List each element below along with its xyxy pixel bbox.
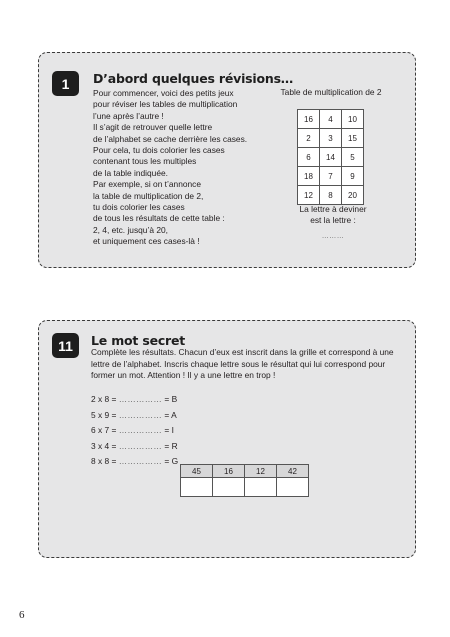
equation-letter: = A [162,409,177,420]
equation-answer-blank[interactable]: …………… [118,440,163,451]
grid-answer-cell[interactable] [213,478,245,497]
instructions-line: former un mot. Attention ! Il y a une lettre en trop ! [91,370,276,380]
activity-title: Le mot secret [91,333,186,348]
grid-cell[interactable]: 12 [298,186,320,205]
guess-line-2: est la lettre : [310,215,356,225]
instructions-line: lettre de l’alphabet. Inscris chaque lettre sous le résultat qui lui correspond pour [91,358,386,369]
grid-header-cell: 42 [277,465,309,478]
equation-answer-blank[interactable]: …………… [118,456,163,466]
grid-header-cell: 12 [245,465,277,478]
instructions-line: Pour commencer, voici des petits jeux [93,88,234,98]
multiplication-grid [297,109,364,205]
instructions-line: pour réviser les tables de multiplication [93,99,238,110]
equation-letter: = G [162,456,179,466]
equation-operands: 6 x 7 = [91,425,119,435]
instructions-line: Par exemple, si on t’annonce [93,179,202,190]
instructions-line: et uniquement ces cases-là ! [93,236,200,247]
grid-row [298,186,364,205]
grid-header-row [181,465,309,478]
equation-row [91,408,178,424]
grid-cell[interactable]: 2 [298,129,320,148]
grid-row [298,129,364,148]
grid-cell[interactable]: 4 [320,110,342,129]
grid-answer-cell[interactable] [277,478,309,497]
instructions-line: de la table indiquée. [93,167,168,178]
activity-number-badge: 11 [52,333,79,358]
instructions-line: de tous les résultats de cette table : [93,213,225,224]
instructions-text [93,88,247,248]
equation-letter: = R [162,440,178,451]
equation-letter: = B [162,394,178,404]
grid-cell[interactable]: 6 [298,148,320,167]
equation-letter: = I [162,425,174,435]
grid-title: Table de multiplication de 2 [280,87,382,97]
activity-card-11 [38,320,416,558]
grid-cell[interactable]: 8 [320,186,342,205]
grid-header-cell: 45 [181,465,213,478]
activity-title: D’abord quelques révisions… [93,71,294,86]
equation-list [91,392,178,470]
instructions-line: tu dois colorier les cases [93,202,185,213]
instructions-line: de l’alphabet se cache derrière les cases. [93,133,248,144]
grid-row [298,110,364,129]
equation-row [91,392,178,408]
grid-cell[interactable]: 15 [342,129,364,148]
equation-operands: 8 x 8 = [91,456,119,466]
grid-row [298,148,364,167]
secret-word-grid [180,464,309,497]
activity-card-1 [38,52,416,268]
instructions-line: la table de multiplication de 2, [93,190,204,201]
equation-row [91,454,178,470]
grid-header-cell: 16 [213,465,245,478]
grid-answer-cell[interactable] [181,478,213,497]
instructions-line: Complète les résultats. Chacun d’eux est inscrit dans la grille et correspond à une [91,347,394,357]
equation-answer-blank[interactable]: …………… [118,425,163,435]
grid-cell[interactable]: 7 [320,167,342,186]
grid-row [298,167,364,186]
equation-row [91,423,178,439]
guess-prompt [279,204,387,242]
instructions-line: Pour cela, tu dois colorier les cases [93,145,225,156]
equation-answer-blank[interactable]: …………… [118,394,163,404]
equation-answer-blank[interactable]: …………… [118,409,163,420]
guess-line-1: La lettre à deviner [299,204,367,214]
equation-operands: 2 x 8 = [91,394,119,404]
grid-cell[interactable]: 5 [342,148,364,167]
grid-cell[interactable]: 14 [320,148,342,167]
equation-operands: 3 x 4 = [91,440,119,451]
guess-answer-blank[interactable]: ……… [321,233,345,240]
equation-row [91,439,178,455]
grid-answer-row [181,478,309,497]
grid-cell[interactable]: 3 [320,129,342,148]
page-number: 6 [19,609,25,621]
grid-cell[interactable]: 9 [342,167,364,186]
instructions-text [91,347,403,382]
activity-number-badge: 1 [52,71,79,96]
grid-answer-cell[interactable] [245,478,277,497]
grid-cell[interactable]: 10 [342,110,364,129]
equation-operands: 5 x 9 = [91,409,119,420]
grid-cell[interactable]: 18 [298,167,320,186]
instructions-line: contenant tous les multiples [93,156,197,167]
instructions-line: Il s’agit de retrouver quelle lettre [93,122,213,133]
grid-cell[interactable]: 16 [298,110,320,129]
instructions-line: l’une après l’autre ! [93,110,164,121]
instructions-line: 2, 4, etc. jusqu’à 20, [93,224,168,235]
grid-cell[interactable]: 20 [342,186,364,205]
